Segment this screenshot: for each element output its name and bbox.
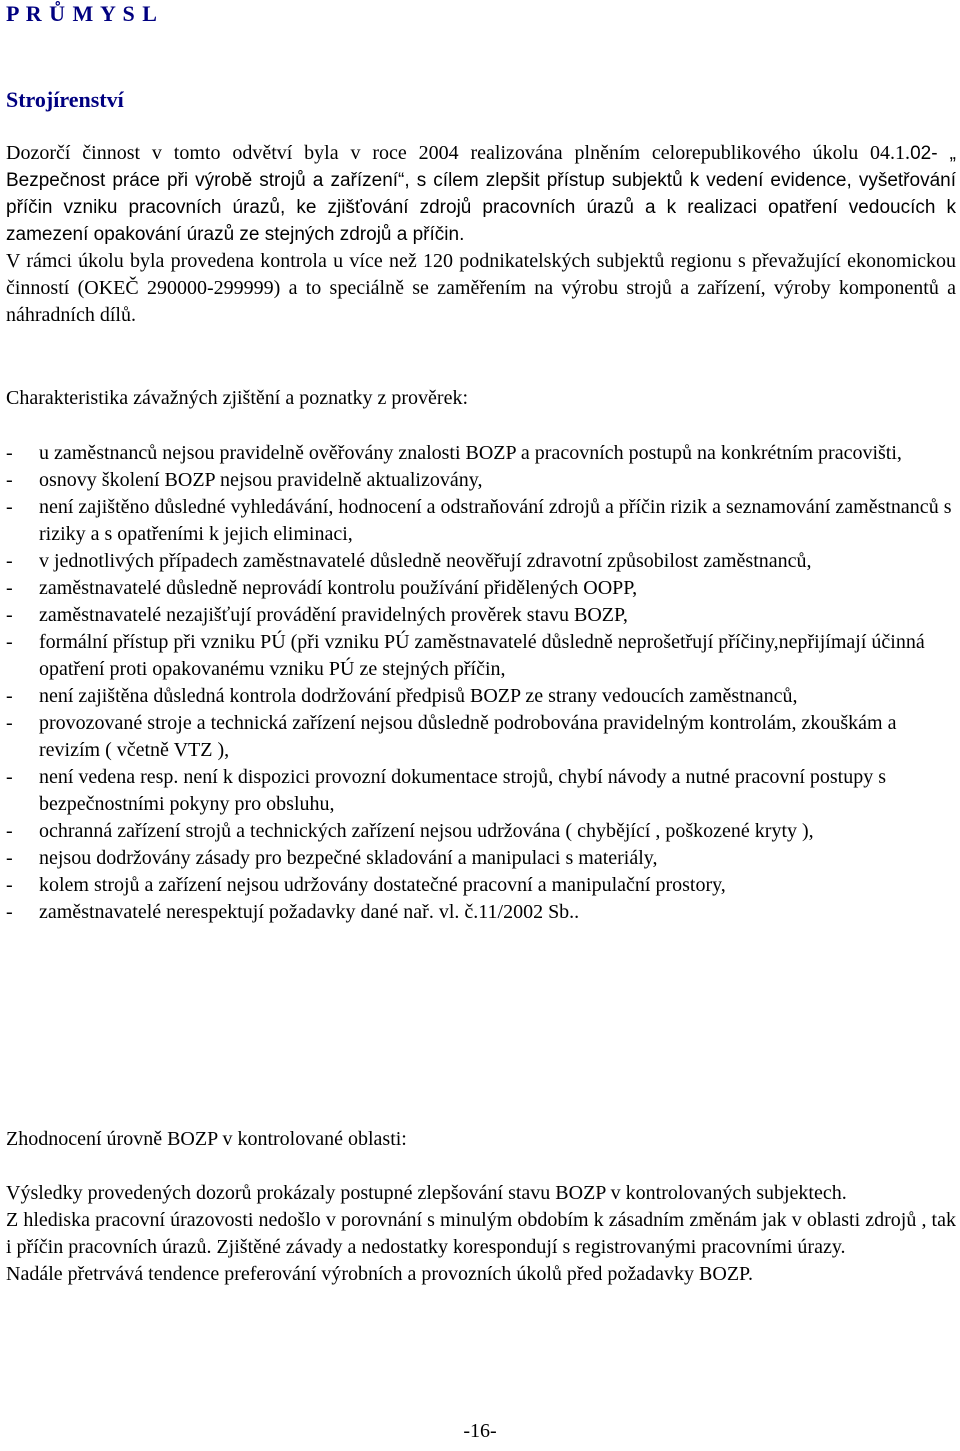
intro-scope: V rámci úkolu byla provedena kontrola u více než 120 podnikatelských subjektů regionu s převažující ekonomickou činností (OKEČ 290000-299999) a to speciálně se zaměřením na výrobu strojů a zařízení, výroby komponentů a náhradních dílů. [6,250,956,326]
section-heading: Strojírenství [6,87,124,112]
list-item: - u zaměstnanců nejsou pravidelně ověřovány znalosti BOZP a pracovních postupů na konkrétním pracovišti, [6,440,956,467]
evaluation-paragraph: Z hlediska pracovní úrazovosti nedošlo v porovnání s minulým obdobím k zásadním změnám jak v oblasti zdrojů , tak i příčin pracovních úrazů. Zjištěné závady a nedostatky korespondují s registrovanými pracovními úrazy. [6,1209,956,1258]
list-item: - provozované stroje a technická zařízení nejsou důsledně podrobována pravidelným kontrolám, zkouškám a revizím ( včetně VTZ ), [6,710,956,764]
evaluation-paragraph: Nadále přetrvává tendence preferování výrobních a provozních úkolů před požadavky BOZP. [6,1263,753,1285]
evaluation-heading: Zhodnocení úrovně BOZP v kontrolované oblasti: [6,1128,407,1150]
findings-list-container [6,440,956,926]
page-number: -16- [463,1420,497,1442]
list-item: - není vedena resp. není k dispozici provozní dokumentace strojů, chybí návody a nutné pracovní postupy s bezpečnostními pokyny pro obsluhu, [6,764,956,818]
list-item: - zaměstnavatelé důsledně neprovádí kontrolu používání přidělených OOPP, [6,575,956,602]
intro-task: 02- „ Bezpečnost práce při výrobě strojů a zařízení“, s cílem zlepšit přístup subjektů k vedení evidence, vyšetřování příčin vzniku pracovních úrazů, ke zjišťování zdrojů pracovních úrazů a k realizaci opatření vedoucích k zamezení opakování úrazů ze stejných zdrojů a příčin. [6,143,956,245]
list-item: - nejsou dodržovány zásady pro bezpečné skladování a manipulaci s materiály, [6,845,956,872]
evaluation-text [6,1180,956,1288]
list-item: - není zajištěna důsledná kontrola dodržování předpisů BOZP ze strany vedoucích zaměstnanců, [6,683,956,710]
list-item: - ochranná zařízení strojů a technických zařízení nejsou udržována ( chybějící , poškozené kryty ), [6,818,956,845]
list-item: - formální přístup při vzniku PÚ (při vzniku PÚ zaměstnavatelé důsledně neprošetřují příčiny,nepřijímají účinná opatření proti opakovanému vzniku PÚ ze stejných příčin, [6,629,956,683]
list-item: - v jednotlivých případech zaměstnavatelé důsledně neověřují zdravotní způsobilost zaměstnanců, [6,548,956,575]
chapter-heading: P R Ů M Y S L [6,1,158,26]
intro-lead: Dozorčí činnost v tomto odvětví byla v roce 2004 realizována plněním celorepublikového úkolu 04.1. [6,142,911,164]
intro-text [6,140,956,248]
intro-paragraph [6,140,956,329]
list-item: - kolem strojů a zařízení nejsou udržovány dostatečné pracovní a manipulační prostory, [6,872,956,899]
list-item: - osnovy školení BOZP nejsou pravidelně aktualizovány, [6,467,956,494]
evaluation-paragraph: Výsledky provedených dozorů prokázaly postupné zlepšování stavu BOZP v kontrolovaných subjektech. [6,1182,847,1204]
findings-list [6,440,956,926]
findings-heading: Charakteristika závažných zjištění a poznatky z prověrek: [6,387,469,409]
list-item: - zaměstnavatelé nezajišťují provádění pravidelných prověrek stavu BOZP, [6,602,956,629]
list-item: - zaměstnavatelé nerespektují požadavky dané nař. vl. č.11/2002 Sb.. [6,899,956,926]
list-item: - není zajištěno důsledné vyhledávání, hodnocení a odstraňování zdrojů a příčin rizik a seznamování zaměstnanců s riziky a s opatřeními k jejich eliminaci, [6,494,956,548]
